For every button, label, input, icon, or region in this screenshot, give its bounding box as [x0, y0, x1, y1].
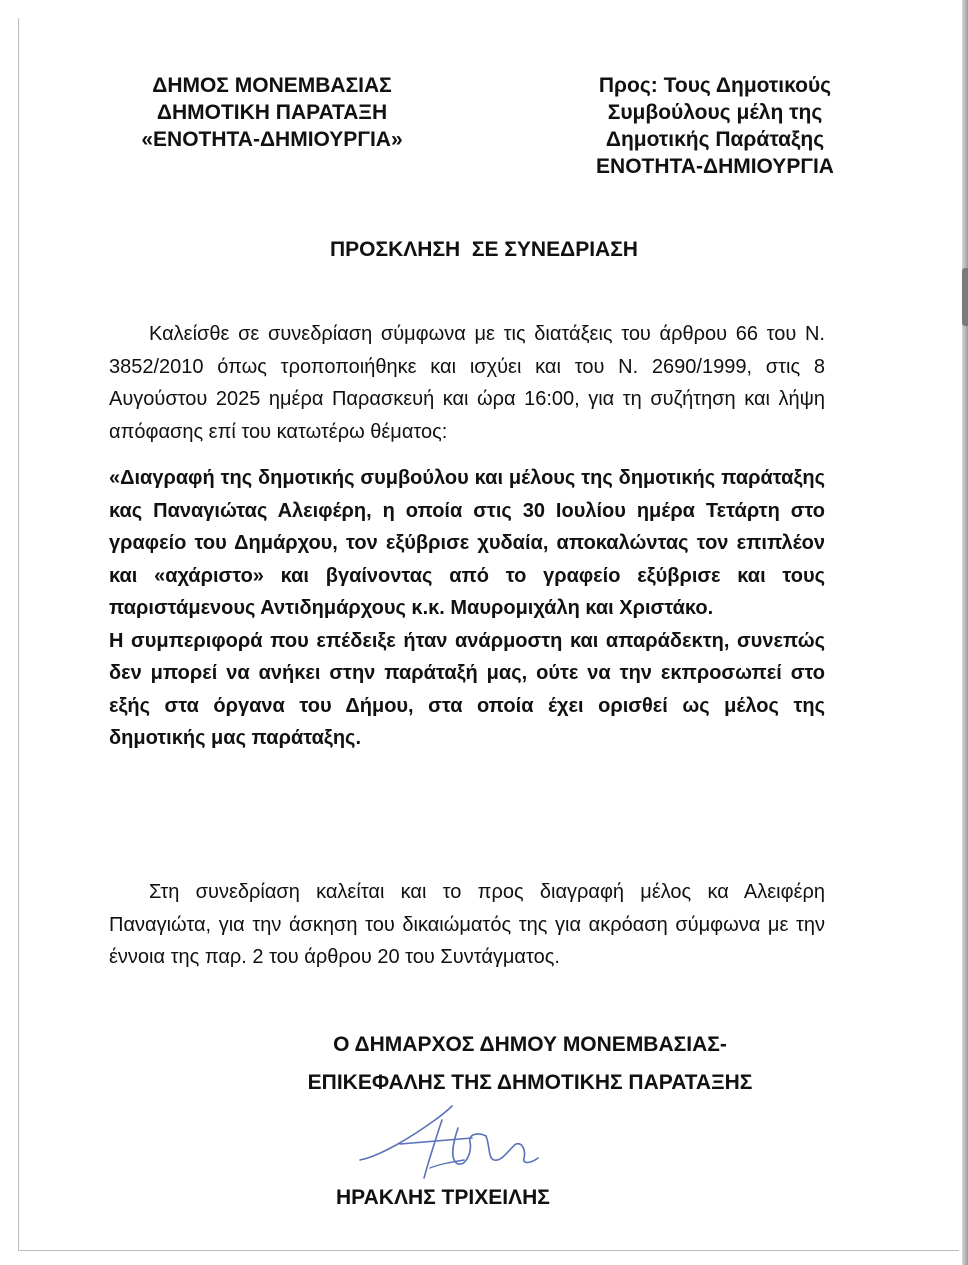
subject-text: «Διαγραφή της δημοτικής συμβούλου και μέλους της δημοτικής παράταξης κας Παναγιώτας Αλειφέρη, η οποία στις 30 Ιουλίου ημέρα Τετάρτη στο γραφείο του Δημάρχου, τον εξύβρισε χυδαία, αποκαλώντας τον επιπλέον και «αχάριστο» και βγαίνοντας από το γραφείο εξύβρισε και τους παριστάμενους Αντιδημάρχους κ.κ. Μαυρομιχάλη και Χριστάκο.: [109, 467, 825, 619]
signatory-title-line: Ο ΔΗΜΑΡΧΟΣ ΔΗΜΟΥ ΜΟΝΕΜΒΑΣΙΑΣ-: [333, 1033, 727, 1056]
invitation-paragraph: Καλείσθε σε συνεδρίαση σύμφωνα με τις διατάξεις του άρθρου 66 του Ν. 3852/2010 όπως τροποποιήθηκε και ισχύει και του Ν. 2690/1999, στις 8 Αυγούστου 2025 ημέρα Παρασκευή και ώρα 16:00, για τη συζήτηση και λήψη απόφασης επί του κατωτέρω θέματος:: [109, 323, 825, 443]
recipient-line: Δημοτικής Παράταξης: [605, 128, 825, 151]
recipient-header: [560, 72, 870, 180]
signatory-title-line: ΕΠΙΚΕΦΑΛΗΣ ΤΗΣ ΔΗΜΟΤΙΚΗΣ ΠΑΡΑΤΑΞΗΣ: [307, 1071, 753, 1094]
subject-reasoning: Η συμπεριφορά που επέδειξε ήταν ανάρμοστη και απαράδεκτη, συνεπώς δεν μπορεί να ανήκει στην παράταξή μας, ούτε να την εκπροσωπεί στο εξής στα όργανα του Δήμου, στα οποία έχει ορισθεί ως μέλος της δημοτικής μας παράταξης.: [109, 629, 825, 749]
page-edge: [962, 0, 968, 1265]
signatory-name: ΗΡΑΚΛΗΣ ΤΡΙΧΕΙΛΗΣ: [336, 1186, 550, 1209]
recipient-line: Συμβούλους μέλη της: [607, 101, 823, 124]
recipient-line: Προς: Τους Δημοτικούς: [598, 74, 832, 97]
scrollbar-thumb[interactable]: [962, 268, 968, 326]
subject-block: [109, 462, 825, 755]
sender-header: [112, 72, 432, 153]
recipient-line: ΕΝΟΤΗΤΑ-ΔΗΜΙΟΥΡΓΙΑ: [596, 155, 834, 178]
sender-line: ΔΗΜΟΤΙΚΗ ΠΑΡΑΤΑΞΗ: [156, 101, 388, 124]
hearing-paragraph: Στη συνεδρίαση καλείται και το προς διαγραφή μέλος κα Αλειφέρη Παναγιώτα, για την άσκηση του δικαιώματός της για ακρόαση σύμφωνα με την έννοια της παρ. 2 του άρθρου 20 του Συντάγματος.: [109, 881, 825, 968]
sender-line: «ΕΝΟΤΗΤΑ-ΔΗΜΙΟΥΡΓΙΑ»: [141, 128, 403, 151]
sender-line: ΔΗΜΟΣ ΜΟΝΕΜΒΑΣΙΑΣ: [152, 74, 392, 97]
handwritten-signature: [340, 1098, 570, 1188]
document-title: ΠΡΟΣΚΛΗΣΗ ΣΕ ΣΥΝΕΔΡΙΑΣΗ: [330, 238, 638, 261]
signatory-title: [270, 1026, 790, 1102]
